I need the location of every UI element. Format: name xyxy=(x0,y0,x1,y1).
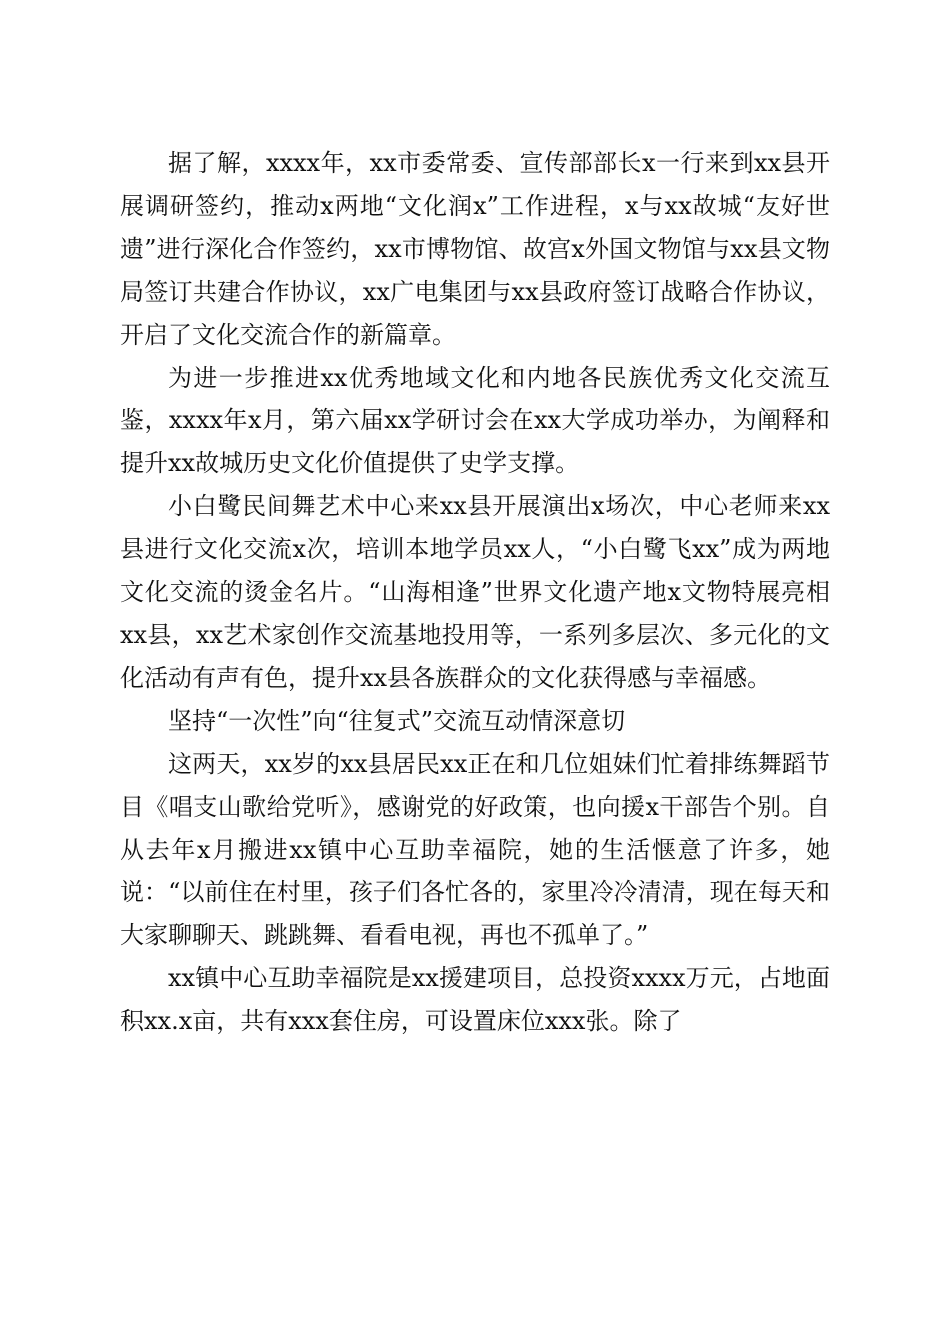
document-body xyxy=(120,142,830,1043)
paragraph-2: 为进一步推进xx优秀地域文化和内地各民族优秀文化交流互鉴，xxxx年x月，第六届xx学研讨会在xx大学成功举办，为阐释和提升xx故城历史文化价值提供了史学支撑。 xyxy=(120,363,830,478)
paragraph-3: 小白鹭民间舞艺术中心来xx县开展演出x场次，中心老师来xx县进行文化交流x次，培训本地学员xx人，“小白鹭飞xx”成为两地文化交流的烫金名片。“山海相逢”世界文化遗产地x文物特展亮相xx县，xx艺术家创作交流基地投用等，一系列多层次、多元化的文化活动有声有色，提升xx县各族群众的文化获得感与幸福感。 xyxy=(120,492,830,692)
section-heading: 坚持“一次性”向“往复式”交流互动情深意切 xyxy=(168,706,626,735)
paragraph-4: 这两天，xx岁的xx县居民xx正在和几位姐妹们忙着排练舞蹈节目《唱支山歌给党听》，感谢党的好政策，也向援x干部告个别。自从去年x月搬进xx镇中心互助幸福院，她的生活惬意了许多，她说：“以前住在村里，孩子们各忙各的，家里冷冷清清，现在每天和大家聊聊天、跳跳舞、看看电视，再也不孤单了。” xyxy=(120,749,830,950)
paragraph-1: 据了解，xxxx年，xx市委常委、宣传部部长x一行来到xx县开展调研签约，推动x两地“文化润x”工作进程，x与xx故城“友好世遗”进行深化合作签约，xx市博物馆、故宫x外国文物馆与xx县文物局签订共建合作协议，xx广电集团与xx县政府签订战略合作协议，开启了文化交流合作的新篇章。 xyxy=(120,149,830,349)
paragraph-5: xx镇中心互助幸福院是xx援建项目，总投资xxxx万元，占地面积xx.x亩，共有xxx套住房，可设置床位xxx张。除了 xyxy=(120,964,830,1036)
